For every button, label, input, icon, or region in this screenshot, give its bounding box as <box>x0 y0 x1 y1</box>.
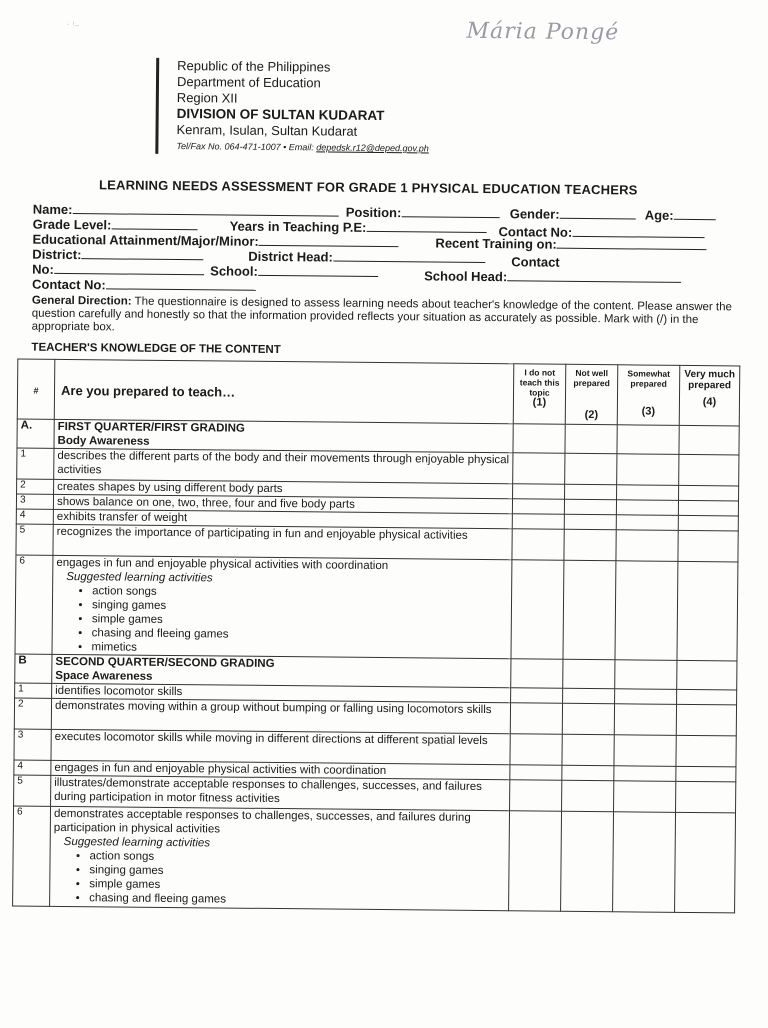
section-heading: TEACHER'S KNOWLEDGE OF THE CONTENT <box>31 341 281 357</box>
rating-cell[interactable] <box>509 811 562 911</box>
no-label: No: <box>32 261 54 277</box>
rating-cell[interactable] <box>563 688 615 703</box>
table-row <box>15 555 738 661</box>
position-field[interactable] <box>346 205 500 221</box>
col2-code: (2) <box>584 408 599 422</box>
table-header-row <box>17 359 740 426</box>
item-text: creates shapes by using different body parts <box>54 479 513 498</box>
rating-cell[interactable] <box>617 425 679 455</box>
gender-label: Gender: <box>509 206 560 222</box>
section-b-subtitle: Space Awareness <box>55 669 153 683</box>
rating-cell[interactable] <box>617 454 679 486</box>
item-number: 3 <box>16 494 53 509</box>
header-col1 <box>513 364 566 424</box>
contact-no-2-field[interactable] <box>32 277 256 294</box>
rating-cell[interactable] <box>513 484 565 499</box>
rating-cell[interactable] <box>512 514 564 529</box>
district-label: District: <box>32 246 82 263</box>
rating-cell[interactable] <box>562 780 614 811</box>
header-col3 <box>617 365 680 426</box>
col3-code: (3) <box>641 405 656 418</box>
rating-cell[interactable] <box>613 812 676 913</box>
item-number: 3 <box>14 729 51 760</box>
activity-item: • simple games <box>92 612 508 630</box>
rating-cell[interactable] <box>563 659 615 688</box>
contact-no-cont-field[interactable] <box>32 262 204 279</box>
item-number: 4 <box>16 509 53 524</box>
rating-cell[interactable] <box>565 484 617 499</box>
rating-cell[interactable] <box>678 500 738 516</box>
item-number: 5 <box>16 524 53 555</box>
suggested-activities-label: Suggested learning activities <box>66 570 213 585</box>
rating-cell[interactable] <box>675 812 736 913</box>
section-a-title: FIRST QUARTER/FIRST GRADING <box>57 420 245 435</box>
rating-cell[interactable] <box>676 704 736 736</box>
item-text: describes the different parts of the body and their movements through enjoyable physical activities <box>54 448 513 483</box>
direction-text: The questionnaire is designed to assess learning needs about teacher's knowledge of the content. Please answer the question carefully and honestly so that the information provided reflects your situation as accurately as possible. Mark with (/) in the appropriate box. <box>31 295 733 334</box>
district-head-label: District Head: <box>248 248 333 265</box>
section-b-title: SECOND QUARTER/SECOND GRADING <box>55 655 275 670</box>
rating-cell[interactable] <box>676 735 736 767</box>
rating-cell[interactable] <box>513 453 565 484</box>
letterhead <box>155 58 429 157</box>
table-row <box>13 806 736 913</box>
header-col2 <box>565 364 618 424</box>
rating-cell[interactable] <box>511 688 563 703</box>
activity-item: • singing games <box>92 598 508 616</box>
contact-no-2-label: Contact No: <box>31 276 106 293</box>
header-col4 <box>679 365 740 426</box>
rating-cell[interactable] <box>615 660 677 690</box>
item-number: 1 <box>17 448 54 479</box>
district-field[interactable] <box>32 247 203 264</box>
letterhead-line2: Department of Education <box>176 74 321 91</box>
school-field[interactable] <box>210 263 378 280</box>
contact-no-label: Contact No: <box>498 224 573 240</box>
grade-level-field[interactable] <box>33 217 198 234</box>
item-number: 4 <box>14 760 51 775</box>
rating-cell[interactable] <box>510 703 562 734</box>
rating-cell[interactable] <box>562 765 614 780</box>
general-direction <box>32 295 738 341</box>
item-text: identifies locomotor skills <box>52 683 511 702</box>
header-question: Are you prepared to teach… <box>54 359 514 423</box>
item-text: engages in fun and enjoyable physical activities with coordination <box>51 760 510 779</box>
item-number: 5 <box>14 775 51 806</box>
age-label: Age: <box>644 207 674 223</box>
recent-training-label: Recent Training on: <box>435 235 557 252</box>
rating-cell[interactable] <box>677 561 738 661</box>
activity-item: • mimetics <box>92 640 508 658</box>
rating-cell[interactable] <box>678 530 738 562</box>
rating-cell[interactable] <box>564 514 616 529</box>
grade-level-label: Grade Level: <box>32 216 112 233</box>
section-b-code: B <box>15 654 52 683</box>
suggested-activities-label: Suggested learning activities <box>63 835 211 850</box>
rating-cell[interactable] <box>510 734 562 765</box>
rating-cell[interactable] <box>563 560 616 659</box>
rating-cell[interactable] <box>616 515 678 531</box>
contact-label-a: Contact <box>511 254 560 270</box>
item-number: 6 <box>13 806 51 906</box>
rating-cell[interactable] <box>676 766 736 782</box>
item-number: 2 <box>14 698 51 729</box>
rating-cell[interactable] <box>513 424 565 453</box>
letterhead-division: DIVISION OF SULTAN KUDARAT <box>176 106 385 124</box>
activity-item: • singing games <box>89 863 505 881</box>
rating-cell[interactable] <box>561 811 614 911</box>
position-label: Position: <box>345 204 402 221</box>
age-field[interactable] <box>645 208 716 224</box>
education-label: Educational Attainment/Major/Minor: <box>32 231 259 249</box>
rating-cell[interactable] <box>511 560 564 659</box>
item-text: engages in fun and enjoyable physical activities with coordination <box>56 556 389 573</box>
item-text: demonstrates acceptable responses to challenges, successes, and failures during participation in physical activities <box>53 807 471 836</box>
activity-item: • chasing and fleeing games <box>89 891 505 909</box>
rating-cell[interactable] <box>614 735 676 767</box>
activity-item: • action songs <box>92 584 508 602</box>
item-number: 2 <box>17 479 54 494</box>
activity-item: • simple games <box>89 877 505 895</box>
rating-cell[interactable] <box>564 499 616 514</box>
col4-code: (4) <box>702 396 717 409</box>
school-head-label: School Head: <box>424 268 508 285</box>
section-a-code: A. <box>17 419 54 448</box>
activity-list <box>53 849 506 909</box>
item-text-cell <box>50 806 510 910</box>
contact-prefix: Tel/Fax No. 064-471-1007 • Email: <box>176 141 317 153</box>
col2-label: Not well prepared <box>573 367 610 389</box>
col3-label: Somewhat prepared <box>627 368 671 389</box>
rating-cell[interactable] <box>677 689 737 705</box>
col4-label: Very much prepared <box>684 368 736 392</box>
section-a-subtitle: Body Awareness <box>57 434 150 448</box>
activity-item: • action songs <box>89 849 505 867</box>
rating-cell[interactable] <box>678 515 738 531</box>
rating-cell[interactable] <box>565 453 617 484</box>
gender-field[interactable] <box>510 206 636 222</box>
scan-speck: · ᵎ ̵ <box>66 18 78 31</box>
activity-list <box>56 584 509 658</box>
rating-cell[interactable] <box>510 780 562 811</box>
rating-cell[interactable] <box>615 561 678 661</box>
letterhead-line3: Region XII <box>176 90 238 106</box>
letterhead-line1: Republic of the Philippines <box>177 58 331 75</box>
activity-item: • chasing and fleeing games <box>92 626 508 644</box>
rating-cell[interactable] <box>617 485 679 501</box>
rating-cell[interactable] <box>562 703 614 734</box>
rating-cell[interactable] <box>616 530 678 562</box>
rating-cell[interactable] <box>565 424 617 453</box>
teacher-info-fields <box>32 202 733 299</box>
item-text: shows balance on one, two, three, four and five body parts <box>53 494 512 513</box>
document-title: LEARNING NEEDS ASSESSMENT FOR GRADE 1 PHYSICAL EDUCATION TEACHERS <box>98 177 638 198</box>
letterhead-contact <box>176 138 429 156</box>
section-b-title-cell <box>52 654 511 687</box>
item-text-cell <box>52 555 512 658</box>
rating-cell[interactable] <box>615 689 677 705</box>
assessment-table <box>12 359 740 914</box>
rating-cell[interactable] <box>679 485 739 501</box>
rating-cell[interactable] <box>512 499 564 514</box>
item-number: 1 <box>15 683 52 698</box>
rating-cell[interactable] <box>614 704 676 736</box>
rating-cell[interactable] <box>676 781 736 813</box>
item-text: recognizes the importance of participating in fun and enjoyable physical activities <box>53 524 512 559</box>
rating-cell[interactable] <box>614 766 676 782</box>
name-label: Name: <box>32 201 73 218</box>
rating-cell[interactable] <box>512 529 564 560</box>
rating-cell[interactable] <box>510 765 562 780</box>
rating-cell[interactable] <box>564 529 616 560</box>
rating-cell[interactable] <box>677 660 737 690</box>
header-hash: # <box>17 359 55 419</box>
col1-label: I do not teach this topic <box>519 367 560 398</box>
handwritten-signature: Mária Pongé <box>466 18 620 46</box>
contact-email: depedsk.r12@deped.gov.ph <box>316 142 429 154</box>
rating-cell[interactable] <box>511 659 563 688</box>
years-teaching-label: Years in Teaching P.E: <box>229 218 367 235</box>
rating-cell[interactable] <box>616 500 678 516</box>
item-number: 6 <box>15 555 53 654</box>
section-a-title-cell <box>54 419 513 452</box>
rating-cell[interactable] <box>614 781 676 813</box>
school-label: School: <box>210 263 258 279</box>
rating-cell[interactable] <box>679 425 739 455</box>
letterhead-address: Kenram, Isulan, Sultan Kudarat <box>176 122 358 139</box>
item-text: demonstrates moving within a group without bumping or falling using locomotors skills <box>51 698 510 733</box>
direction-label: General Direction: <box>31 294 132 308</box>
item-text: exhibits transfer of weight <box>53 509 512 528</box>
rating-cell[interactable] <box>562 734 614 765</box>
col1-code: (1) <box>532 396 547 409</box>
item-text: executes locomotor skills while moving in different directions at different spatial levels <box>51 729 510 764</box>
rating-cell[interactable] <box>679 454 739 486</box>
item-text: illustrates/demonstrate acceptable responses to challenges, successes, and failures during participation in motor fitness activities <box>51 775 510 810</box>
